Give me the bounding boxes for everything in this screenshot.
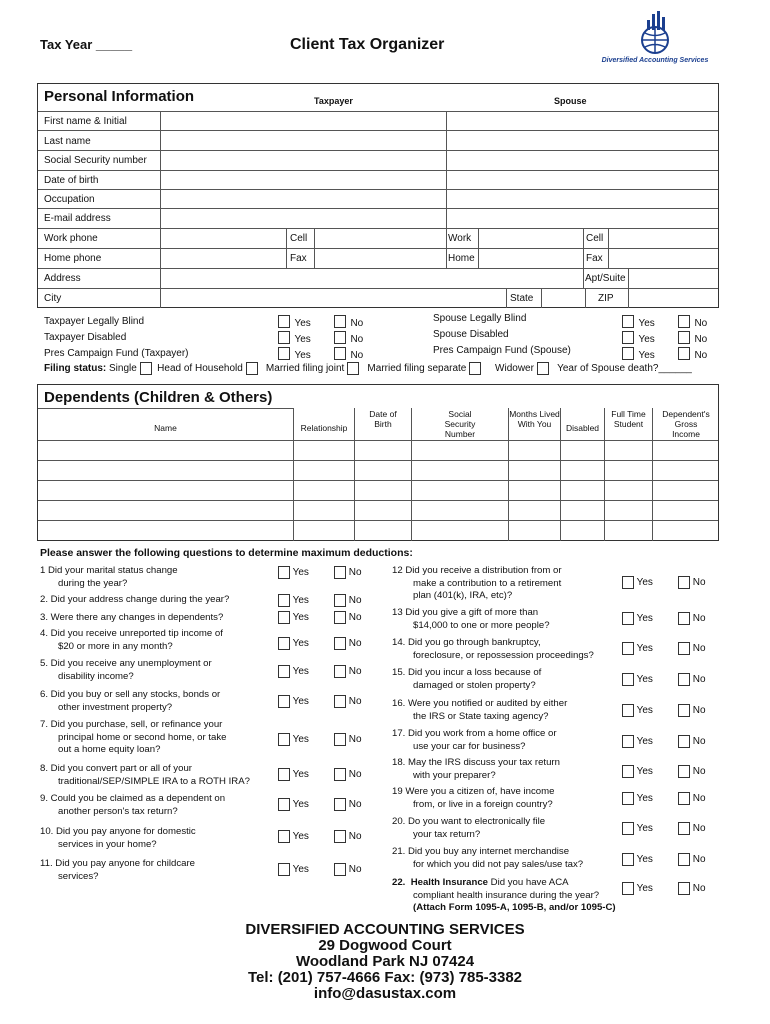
question-text-line: 20. Do you want to electronically file bbox=[392, 816, 546, 827]
q6-yes-checkbox[interactable]: Yes bbox=[278, 695, 309, 708]
label-work-spouse: Work bbox=[448, 233, 472, 244]
q19-yes-checkbox[interactable]: Yes bbox=[622, 792, 653, 805]
col-dob: Date of Birth bbox=[369, 409, 397, 429]
q20-no-checkbox[interactable]: No bbox=[678, 822, 706, 835]
label-last-name: Last name bbox=[44, 136, 91, 147]
filing-status-row bbox=[44, 362, 692, 375]
col-disabled: Disabled bbox=[565, 423, 600, 433]
sp-disabled-label: Spouse Disabled bbox=[433, 329, 509, 340]
page-title: Client Tax Organizer bbox=[290, 36, 445, 53]
question-text-line: 15. Did you incur a loss because of bbox=[392, 667, 542, 678]
label-occupation: Occupation bbox=[44, 194, 95, 205]
question-text-line: your tax return? bbox=[413, 828, 481, 840]
question-text-line: use your car for business? bbox=[413, 740, 526, 752]
left-question-11 bbox=[40, 858, 195, 883]
tp-blind-no-checkbox[interactable]: No bbox=[334, 313, 363, 331]
q15-no-checkbox[interactable]: No bbox=[678, 673, 706, 686]
q3-yes-checkbox[interactable]: Yes bbox=[278, 611, 309, 624]
label-first-name: First name & Initial bbox=[44, 116, 127, 127]
question-text-line: $20 or more in any month? bbox=[58, 640, 173, 652]
question-text-line: 11. Did you pay anyone for childcare bbox=[40, 858, 196, 869]
q22-yes-checkbox[interactable]: Yes bbox=[622, 882, 653, 895]
col-student: Full Time Student bbox=[611, 409, 646, 429]
sp-pres-no-checkbox[interactable]: No bbox=[678, 345, 707, 363]
question-text-line: 3. Were there any changes in dependents? bbox=[40, 612, 224, 623]
question-text-line: out a home equity loan? bbox=[58, 744, 161, 755]
personal-info-title: Personal Information bbox=[44, 88, 195, 105]
mfs-label: Married filing separate bbox=[367, 363, 467, 375]
right-question-20 bbox=[392, 816, 545, 841]
question-text-line: 7. Did you purchase, sell, or refinance your bbox=[40, 719, 223, 730]
label-dob: Date of birth bbox=[44, 175, 99, 186]
q16-no-checkbox[interactable]: No bbox=[678, 704, 706, 717]
question-text-line: with your preparer? bbox=[413, 769, 496, 781]
q1-yes-checkbox[interactable]: Yes bbox=[278, 566, 309, 579]
tp-blind-label: Taxpayer Legally Blind bbox=[44, 316, 145, 327]
q8-yes-checkbox[interactable]: Yes bbox=[278, 768, 309, 781]
q15-yes-checkbox[interactable]: Yes bbox=[622, 673, 653, 686]
label-cell-spouse: Cell bbox=[586, 233, 604, 244]
label-work-phone: Work phone bbox=[44, 233, 98, 244]
q4-yes-checkbox[interactable]: Yes bbox=[278, 637, 309, 650]
right-question-21 bbox=[392, 846, 583, 871]
tp-disabled-label: Taxpayer Disabled bbox=[44, 332, 127, 343]
left-question-7 bbox=[40, 719, 227, 757]
question-text-line: 10. Did you pay anyone for domestic bbox=[40, 826, 196, 837]
spouse-header: Spouse bbox=[554, 96, 587, 106]
q17-yes-checkbox[interactable]: Yes bbox=[622, 735, 653, 748]
mfs-checkbox[interactable] bbox=[469, 362, 481, 375]
question-text-line: 18. May the IRS discuss your tax return bbox=[392, 757, 560, 768]
right-question-12 bbox=[392, 565, 562, 603]
left-question-2 bbox=[40, 594, 229, 607]
question-text-line: principal home or second home, or take bbox=[58, 731, 227, 743]
q22-no-checkbox[interactable]: No bbox=[678, 882, 706, 895]
globe-logo-icon bbox=[630, 10, 680, 56]
label-state: State bbox=[510, 293, 534, 304]
col-relationship: Relationship bbox=[300, 423, 348, 433]
q21-no-checkbox[interactable]: No bbox=[678, 853, 706, 866]
q18-yes-checkbox[interactable]: Yes bbox=[622, 765, 653, 778]
right-question-14 bbox=[392, 637, 594, 662]
q14-yes-checkbox[interactable]: Yes bbox=[622, 642, 653, 655]
q5-yes-checkbox[interactable]: Yes bbox=[278, 665, 309, 678]
q18-no-checkbox[interactable]: No bbox=[678, 765, 706, 778]
question-text-line: traditional/SEP/SIMPLE IRA to a ROTH IRA? bbox=[58, 775, 250, 787]
label-fax-spouse: Fax bbox=[586, 253, 603, 264]
left-question-8 bbox=[40, 763, 250, 788]
taxpayer-header: Taxpayer bbox=[314, 96, 353, 106]
q7-yes-checkbox[interactable]: Yes bbox=[278, 733, 309, 746]
q13-yes-checkbox[interactable]: Yes bbox=[622, 612, 653, 625]
footer-contact bbox=[0, 922, 770, 1002]
q16-yes-checkbox[interactable]: Yes bbox=[622, 704, 653, 717]
question-text-line: another person's tax return? bbox=[58, 805, 178, 817]
col-income: Dependent's Gross Income bbox=[662, 409, 710, 439]
sp-pres-label: Pres Campaign Fund (Spouse) bbox=[433, 345, 571, 356]
tax-year: Tax Year _____ bbox=[40, 37, 133, 52]
q3-no-checkbox[interactable]: No bbox=[334, 611, 362, 624]
q17-no-checkbox[interactable]: No bbox=[678, 735, 706, 748]
label-address: Address bbox=[44, 273, 81, 284]
tp-pres-label: Pres Campaign Fund (Taxpayer) bbox=[44, 348, 189, 359]
tp-disabled-yes-checkbox[interactable]: Yes bbox=[278, 329, 311, 347]
single-label: Single bbox=[109, 363, 137, 375]
q9-yes-checkbox[interactable]: Yes bbox=[278, 798, 309, 811]
left-question-1 bbox=[40, 565, 178, 590]
question-text-line: 4. Did you receive unreported tip income of bbox=[40, 628, 223, 639]
question-text-line: 12 Did you receive a distribution from or bbox=[392, 565, 562, 576]
dependents-section bbox=[37, 384, 719, 541]
sp-disabled-no-checkbox[interactable]: No bbox=[678, 329, 707, 347]
question-text-line: 21. Did you buy any internet merchandise bbox=[392, 846, 570, 857]
question-text-line: foreclosure, or repossession proceedings? bbox=[413, 649, 594, 661]
question-text-line: 2. Did your address change during the year? bbox=[40, 594, 230, 605]
left-question-4 bbox=[40, 628, 223, 653]
q5-no-checkbox[interactable]: No bbox=[334, 665, 362, 678]
hoh-checkbox[interactable] bbox=[246, 362, 258, 375]
label-apt: Apt/Suite bbox=[585, 273, 626, 284]
spouse-death-label: Year of Spouse death?______ bbox=[557, 363, 692, 375]
q21-yes-checkbox[interactable]: Yes bbox=[622, 853, 653, 866]
label-cell-taxpayer: Cell bbox=[290, 233, 308, 244]
q20-yes-checkbox[interactable]: Yes bbox=[622, 822, 653, 835]
question-text-line: during the year? bbox=[58, 577, 128, 589]
questions-heading: Please answer the following questions to determine maximum deductions: bbox=[40, 547, 413, 559]
label-city: City bbox=[44, 293, 62, 304]
question-text-line: 17. Did you work from a home office or bbox=[392, 728, 557, 739]
logo-text: Diversified Accounting Services bbox=[601, 57, 709, 64]
question-text-line: damaged or stolen property? bbox=[413, 679, 536, 691]
label-zip: ZIP bbox=[598, 293, 614, 304]
question-text-line: the IRS or State taxing agency? bbox=[413, 710, 549, 722]
tp-pres-yes-checkbox[interactable]: Yes bbox=[278, 345, 311, 363]
q14-no-checkbox[interactable]: No bbox=[678, 642, 706, 655]
label-email: E-mail address bbox=[44, 213, 111, 224]
label-home-spouse: Home bbox=[448, 253, 475, 264]
tp-blind-yes-checkbox[interactable]: Yes bbox=[278, 313, 311, 331]
right-question-19 bbox=[392, 786, 554, 811]
q19-no-checkbox[interactable]: No bbox=[678, 792, 706, 805]
right-question-16 bbox=[392, 698, 567, 723]
q12-no-checkbox[interactable]: No bbox=[678, 576, 706, 589]
question-text-line: disability income? bbox=[58, 670, 134, 682]
tp-disabled-no-checkbox[interactable]: No bbox=[334, 329, 363, 347]
sp-blind-yes-checkbox[interactable]: Yes bbox=[622, 313, 655, 331]
question-text-line: services in your home? bbox=[58, 838, 157, 850]
sp-disabled-yes-checkbox[interactable]: Yes bbox=[622, 329, 655, 347]
question-text-line: 9. Could you be claimed as a dependent on bbox=[40, 793, 226, 804]
footer-city: Woodland Park NJ 07424 bbox=[295, 953, 475, 970]
footer-company: DIVERSIFIED ACCOUNTING SERVICES bbox=[245, 921, 525, 938]
dependents-title: Dependents (Children & Others) bbox=[44, 389, 273, 406]
mfj-label: Married filing joint bbox=[265, 363, 345, 375]
question-22: 22. Health Insurance Did you have ACA compliant health insurance during the year? (Attach Form 1095-A, 1095-B, and/or 1095-C) bbox=[392, 877, 616, 913]
sp-blind-label: Spouse Legally Blind bbox=[433, 313, 527, 324]
personal-info-section bbox=[37, 83, 719, 308]
tp-pres-no-checkbox[interactable]: No bbox=[334, 345, 363, 363]
sp-blind-no-checkbox[interactable]: No bbox=[678, 313, 707, 331]
left-question-5 bbox=[40, 658, 212, 683]
q11-no-checkbox[interactable]: No bbox=[334, 863, 362, 876]
label-fax-taxpayer: Fax bbox=[290, 253, 307, 264]
question-text-line: 8. Did you convert part or all of your bbox=[40, 763, 192, 774]
q11-yes-checkbox[interactable]: Yes bbox=[278, 863, 309, 876]
single-checkbox[interactable] bbox=[140, 362, 152, 375]
q2-no-checkbox[interactable]: No bbox=[334, 594, 362, 607]
question-text-line: other investment property? bbox=[58, 701, 173, 713]
question-text-line: plan (401(k), IRA, etc)? bbox=[413, 590, 513, 601]
right-question-18 bbox=[392, 757, 560, 782]
question-text-line: 19 Were you a citizen of, have income bbox=[392, 786, 555, 797]
question-text-line: make a contribution to a retirement bbox=[413, 577, 562, 589]
question-text-line: 13 Did you give a gift of more than bbox=[392, 607, 539, 618]
right-question-13 bbox=[392, 607, 550, 632]
q6-no-checkbox[interactable]: No bbox=[334, 695, 362, 708]
widower-label: Widower bbox=[495, 363, 534, 375]
question-text-line: 16. Were you notified or audited by either bbox=[392, 698, 568, 709]
question-text-line: 14. Did you go through bankruptcy, bbox=[392, 637, 541, 648]
q10-yes-checkbox[interactable]: Yes bbox=[278, 830, 309, 843]
col-name: Name bbox=[154, 423, 177, 433]
sp-pres-yes-checkbox[interactable]: Yes bbox=[622, 345, 655, 363]
q9-no-checkbox[interactable]: No bbox=[334, 798, 362, 811]
left-question-6 bbox=[40, 689, 220, 714]
company-logo bbox=[590, 10, 720, 66]
footer-email: info@dasustax.com bbox=[313, 985, 457, 1002]
q7-no-checkbox[interactable]: No bbox=[334, 733, 362, 746]
left-question-9 bbox=[40, 793, 225, 818]
question-text-line: for which you did not pay sales/use tax? bbox=[413, 858, 584, 870]
question-text-line: $14,000 to one or more people? bbox=[413, 619, 550, 631]
question-text-line: 6. Did you buy or sell any stocks, bonds or bbox=[40, 689, 221, 700]
label-ssn: Social Security number bbox=[44, 155, 147, 166]
question-text-line: from, or live in a foreign country? bbox=[413, 798, 553, 810]
footer-phone: Tel: (201) 757-4666 Fax: (973) 785-3382 bbox=[247, 969, 523, 986]
hoh-label: Head of Household bbox=[157, 363, 243, 375]
widower-checkbox[interactable] bbox=[537, 362, 549, 375]
q8-no-checkbox[interactable]: No bbox=[334, 768, 362, 781]
q12-yes-checkbox[interactable]: Yes bbox=[622, 576, 653, 589]
q4-no-checkbox[interactable]: No bbox=[334, 637, 362, 650]
footer-street: 29 Dogwood Court bbox=[318, 937, 452, 954]
filing-status-label: Filing status: bbox=[44, 363, 107, 375]
q10-no-checkbox[interactable]: No bbox=[334, 830, 362, 843]
mfj-checkbox[interactable] bbox=[347, 362, 359, 375]
question-text-line: services? bbox=[58, 870, 99, 882]
label-home-phone: Home phone bbox=[44, 253, 102, 264]
left-question-3 bbox=[40, 612, 223, 625]
question-text-line: 5. Did you receive any unemployment or bbox=[40, 658, 212, 669]
col-ssn: Social Security Number bbox=[444, 409, 476, 439]
q1-no-checkbox[interactable]: No bbox=[334, 566, 362, 579]
q13-no-checkbox[interactable]: No bbox=[678, 612, 706, 625]
q2-yes-checkbox[interactable]: Yes bbox=[278, 594, 309, 607]
right-question-15 bbox=[392, 667, 541, 692]
question-text-line: 1 Did your marital status change bbox=[40, 565, 178, 576]
col-months: Months Lived With You bbox=[509, 409, 560, 429]
right-question-17 bbox=[392, 728, 557, 753]
left-question-10 bbox=[40, 826, 196, 851]
